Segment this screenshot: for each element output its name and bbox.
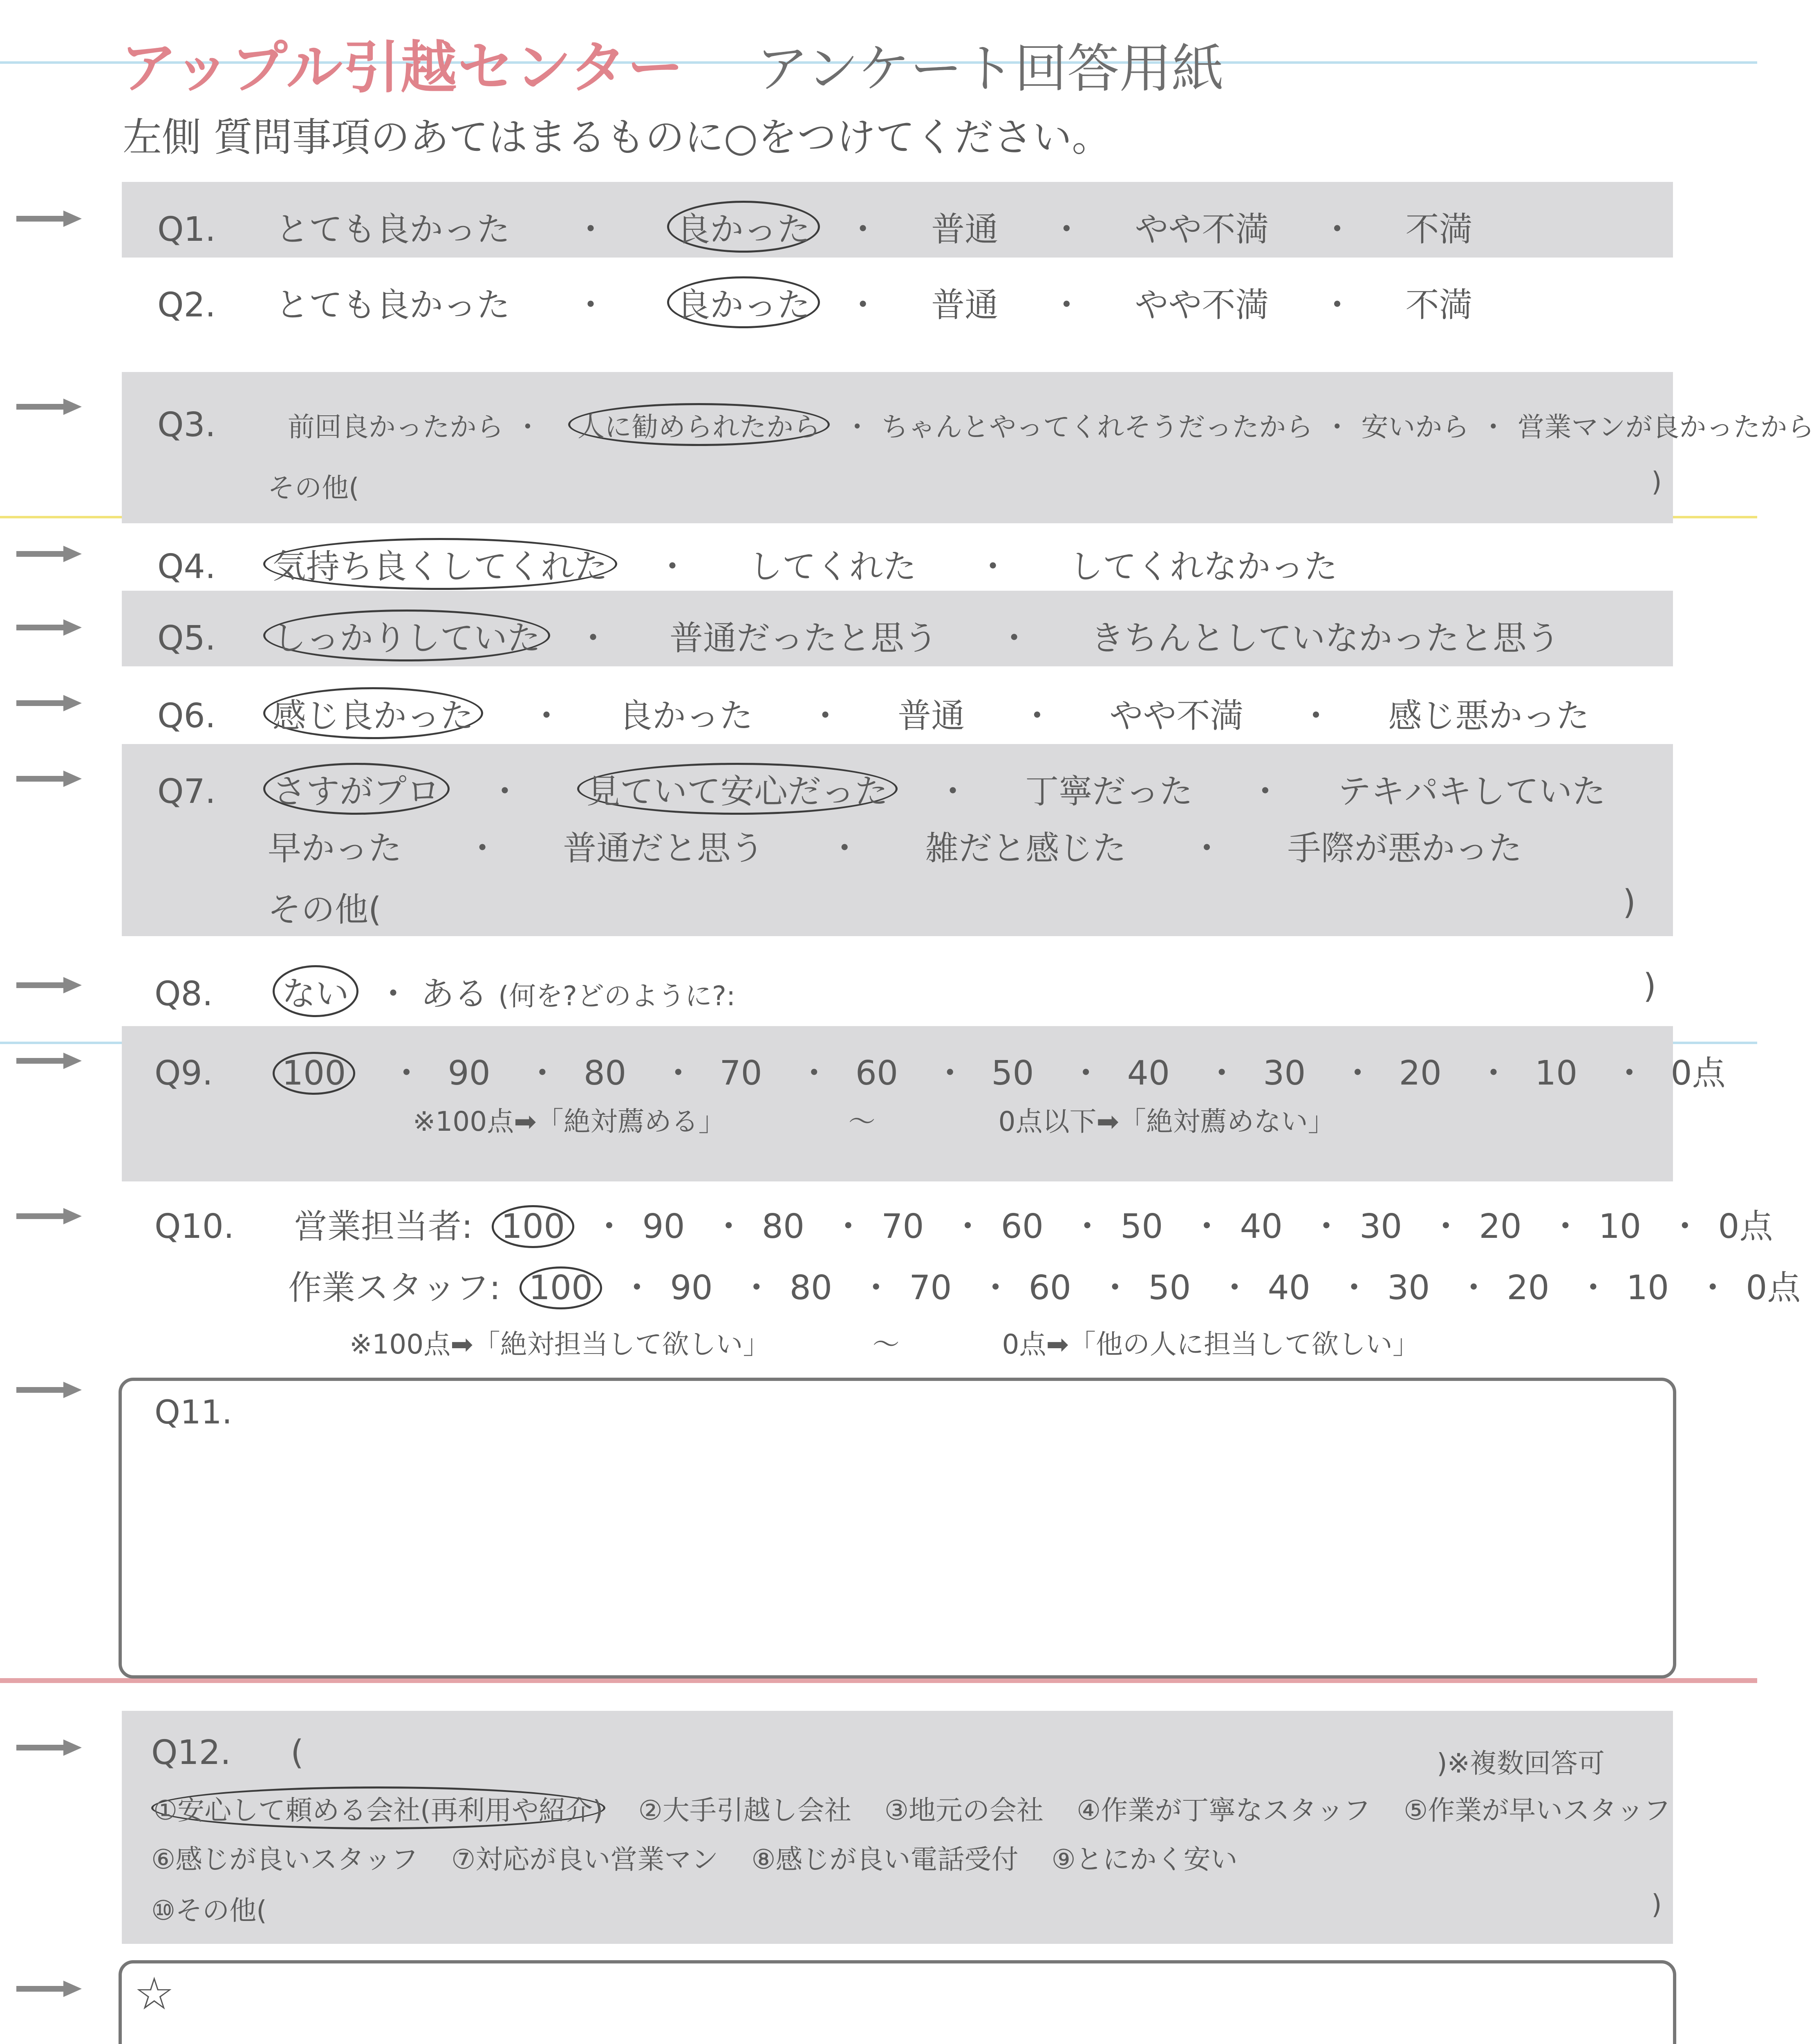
question-q3: Q3. 前回良かったから ・ 人に勧められたから ・ ちゃんとやってくれそうだったから ・ 安いから ・ 営業マンが良かったから [157,405,1814,444]
q7-other[interactable]: その他( [268,890,381,929]
margin-arrow-icon [16,1380,82,1400]
question-q2: Q2. とても良かった ・ 良かった ・ 普通 ・ やや不満 ・ 不満 [157,278,1473,327]
score-option[interactable]: 40 [1127,1054,1170,1093]
question-label: Q3. [157,406,216,444]
question-label: Q1. [157,210,216,249]
q10-note [349,1322,1420,1361]
option[interactable]: ⑦対応が良い営業マン [451,1844,719,1875]
question-label: Q6. [157,697,216,735]
option[interactable]: してくれなかった [1069,547,1338,586]
score-option[interactable]: 40 [1240,1207,1283,1246]
option[interactable]: 安いから [1361,411,1469,443]
option[interactable]: きちんとしていなかったと思う [1091,619,1560,658]
option-selected[interactable]: ①安心して頼める会社(再利用や紹介) [151,1786,605,1829]
margin-arrow-icon [16,544,82,564]
option[interactable]: 普通 [931,286,999,325]
score-option[interactable]: 10 [1626,1269,1669,1307]
question-q6: Q6. 感じ良かった ・ 良かった ・ 普通 ・ やや不満 ・ 感じ悪かった [157,689,1590,737]
question-label: Q10. [155,1207,234,1246]
margin-arrow-icon [16,975,82,995]
option[interactable]: 普通 [931,210,999,249]
option[interactable]: やや不満 [1135,210,1269,249]
question-label: Q7. [157,772,216,811]
margin-arrow-icon [16,1051,82,1071]
score-option[interactable]: 20 [1507,1269,1550,1307]
margin-arrow-icon [16,617,82,638]
question-q10-staff: 作業スタッフ: 100 ・ 90 ・ 80 ・ 70 ・ 60 ・ 50 ・ 40 ・ 30 ・ 20 ・ 10 ・ 0点 [288,1261,1801,1309]
q10-note-left: ※100点➡「絶対担当して欲しい」 [349,1329,770,1360]
question-label: Q4. [157,547,216,586]
option[interactable]: ⑥感じが良いスタッフ [151,1844,419,1875]
score-option[interactable]: 50 [1120,1207,1163,1246]
q12-other[interactable]: ⑩その他( [151,1895,267,1926]
score-option[interactable]: 60 [1028,1269,1071,1307]
option[interactable]: 不満 [1405,286,1473,325]
score-selected[interactable]: 100 [492,1205,575,1248]
q3-other-close: ) [1651,466,1662,498]
option[interactable]: ④作業が丁寧なスタッフ [1076,1795,1371,1826]
margin-arrow-icon [16,208,82,229]
q9-tilde: 〜 [848,1106,876,1137]
score-option[interactable]: 10 [1534,1054,1578,1093]
option[interactable]: ⑧感じが良い電話受付 [751,1844,1019,1875]
option[interactable]: やや不満 [1109,697,1244,735]
score-option[interactable]: 20 [1399,1054,1442,1093]
score-option[interactable]: 90 [448,1054,490,1093]
question-q10-sales: Q10. 営業担当者: 100 ・ 90 ・ 80 ・ 70 ・ 60 ・ 50 ・ 40 ・ 30 ・ 20 ・ 10 ・ 0点 [155,1200,1773,1248]
score-option[interactable]: 80 [583,1054,627,1093]
score-option[interactable]: 40 [1268,1269,1310,1307]
q12-row2 [151,1838,1238,1876]
option[interactable]: テキパキしていた [1337,772,1606,811]
option[interactable]: 普通だったと思う [670,619,938,658]
option[interactable]: ②大手引越し会社 [638,1795,851,1826]
score-option[interactable]: 90 [670,1269,713,1307]
free-comment-box[interactable] [119,1960,1676,2044]
margin-arrow-icon [16,1737,82,1758]
option[interactable]: 良かった [619,697,753,735]
q9-note-left: ※100点➡「絶対薦める」 [413,1106,726,1137]
score-option[interactable]: 60 [855,1054,898,1093]
q8-close: ) [1643,967,1656,1006]
question-q9: Q9. 100 ・ 90 ・ 80 ・ 70 ・ 60 ・ 50 ・ 40 ・ 30 ・ 20 ・ 10 ・ 0点 [155,1047,1726,1094]
option[interactable]: 普通だと思う [563,829,764,868]
margin-arrow-icon [16,769,82,789]
margin-arrow-icon [16,1206,82,1226]
staff-label: 作業スタッフ: [288,1269,501,1307]
score-selected[interactable]: 100 [520,1266,602,1309]
q7-other-close: ) [1623,883,1636,922]
score-option[interactable]: 90 [642,1207,685,1246]
score-option[interactable]: 30 [1359,1207,1402,1246]
q11-comment-box[interactable] [119,1378,1676,1679]
score-option[interactable]: 30 [1263,1054,1306,1093]
option[interactable]: 普通 [898,697,965,735]
option[interactable]: 雑だと感じた [925,829,1126,868]
form-subtitle: アンケート回答用紙 [756,38,1224,99]
score-option[interactable]: 80 [789,1269,833,1307]
option[interactable]: ⑤作業が早いスタッフ [1404,1795,1671,1826]
q3-other[interactable]: その他( [268,472,359,504]
option[interactable]: ⑨とにかく安い [1051,1844,1238,1875]
score-option[interactable]: 30 [1387,1269,1430,1307]
question-label: Q5. [157,619,216,658]
brand-title: アップル引越センター [121,35,685,101]
q9-note-right: 0点以下➡「絶対薦めない」 [998,1106,1335,1137]
q12-row1 [151,1786,1671,1829]
option[interactable]: 早かった [268,829,402,868]
option-selected[interactable]: しっかりしていた [263,610,550,661]
option[interactable]: とても良かった [275,210,510,249]
sales-label: 営業担当者: [294,1207,473,1246]
question-q7: Q7. さすがプロ ・ 見ていて安心だった ・ 丁寧だった ・ テキパキしていた [157,764,1606,813]
score-option[interactable]: 10 [1598,1207,1642,1246]
score-option[interactable]: 50 [1148,1269,1191,1307]
option-selected[interactable]: 人に勧められたから [568,403,830,446]
score-option[interactable]: 0点 [1671,1054,1726,1093]
margin-arrow-icon [16,1979,82,1999]
q7-row2: 早かった ・ 普通だと思う ・ 雑だと感じた ・ 手際が悪かった [268,829,1522,868]
question-q8: Q8. ない ・ ある (何を?どのように?: [155,967,735,1015]
option[interactable]: 手際が悪かった [1287,829,1522,868]
question-label: Q11. [155,1393,233,1431]
option[interactable]: やや不満 [1135,286,1269,325]
option[interactable]: ある [421,975,488,1013]
star-icon: ☆ [134,1968,175,2020]
q10-tilde: 〜 [872,1329,900,1360]
option[interactable]: 前回良かったから [287,411,504,443]
score-option[interactable]: 80 [761,1207,805,1246]
q10-note-right: 0点➡「他の人に担当して欲しい」 [1002,1329,1420,1360]
option-selected[interactable]: ない [273,965,358,1017]
score-option[interactable]: 50 [991,1054,1034,1093]
q9-note [413,1100,1335,1139]
option[interactable]: ちゃんとやってくれそうだったから [881,411,1313,443]
option[interactable]: 営業マンが良かったから [1517,411,1814,443]
option[interactable]: とても良かった [275,286,510,325]
option[interactable]: 不満 [1405,210,1473,249]
question-label: Q8. [155,975,213,1013]
option-selected[interactable]: 良かった [667,276,820,328]
question-q12 [151,1733,304,1772]
option[interactable]: 感じ悪かった [1388,697,1590,735]
question-q1: Q1. とても良かった ・ 良かった ・ 普通 ・ やや不満 ・ 不満 [157,202,1473,251]
margin-arrow-icon [16,693,82,713]
option[interactable]: してくれた [749,547,917,586]
question-label: Q2. [157,286,216,325]
option-selected[interactable]: さすがプロ [263,763,450,815]
question-label: Q9. [155,1054,213,1093]
score-option[interactable]: 70 [881,1207,924,1246]
option-selected[interactable]: 気持ち良くしてくれた [263,538,617,590]
score-option[interactable]: 70 [909,1269,952,1307]
score-option[interactable]: 70 [719,1054,762,1093]
option[interactable]: ③地元の会社 [884,1795,1044,1826]
score-selected[interactable]: 100 [273,1052,356,1095]
score-option[interactable]: 60 [1001,1207,1044,1246]
instruction-text: 左側 質問事項のあてはまるものに○をつけてください。 [123,114,1111,160]
option[interactable]: 丁寧だった [1025,772,1193,811]
score-option[interactable]: 20 [1479,1207,1522,1246]
q12-other-close: ) [1651,1889,1662,1920]
score-option[interactable]: 0点 [1718,1207,1773,1246]
question-q5: Q5. しっかりしていた ・ 普通だったと思う ・ きちんとしていなかったと思う [157,611,1560,660]
scan-line [0,1678,1757,1683]
question-q4: Q4. 気持ち良くしてくれた ・ してくれた ・ してくれなかった [157,540,1337,588]
margin-arrow-icon [16,397,82,417]
q12-close-note: )※複数回答可 [1437,1748,1605,1779]
option-selected[interactable]: 見ていて安心だった [577,763,898,815]
option-selected[interactable]: 良かった [667,201,820,253]
question-label: Q12. [151,1733,231,1772]
option-selected[interactable]: 感じ良かった [263,687,483,739]
q8-note: (何を?どのように?: [498,980,736,1012]
score-option[interactable]: 0点 [1746,1269,1801,1307]
q12-open: ( [291,1733,304,1772]
